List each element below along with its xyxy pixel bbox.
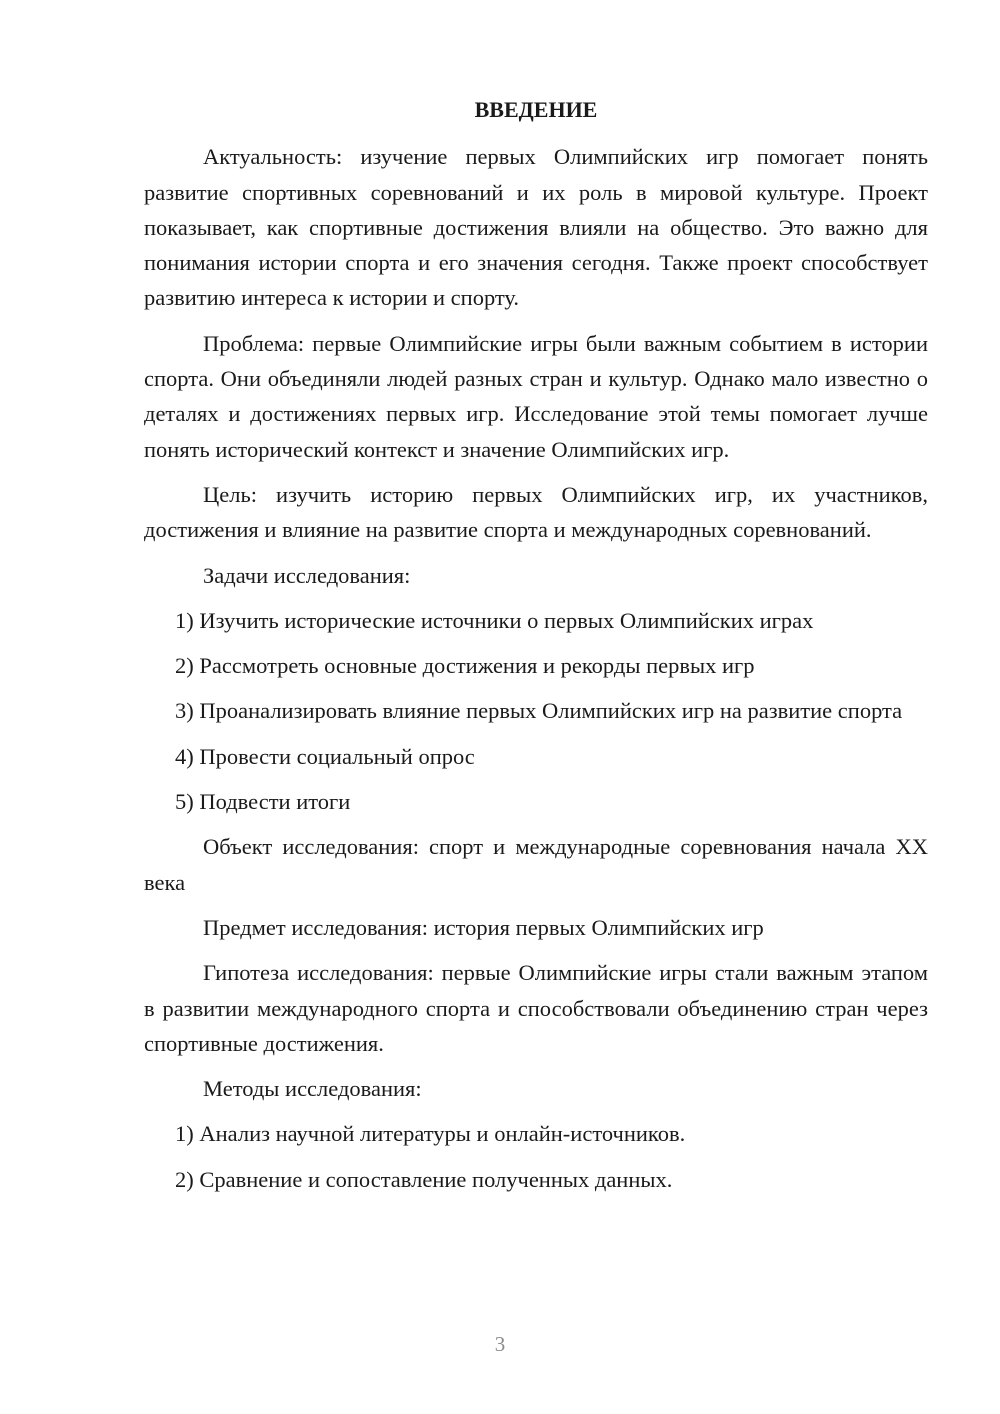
task-item-2: 2) Рассмотреть основные достижения и рекорды первых игр xyxy=(175,653,755,679)
page-number: 3 xyxy=(494,1332,506,1356)
paragraph-subject: Предмет исследования: история первых Олимпийских игр xyxy=(203,914,764,940)
task-item-4: 4) Провести социальный опрос xyxy=(175,743,475,769)
paragraph-object: Объект исследования: спорт и международные соревнования начала XX века xyxy=(144,834,928,895)
paragraph-relevance: Актуальность: изучение первых Олимпийских игр помогает понять развитие спортивных соревнований и их роль в мировой культуре. Проект показывает, как спортивные достижения влияли на общество. Это важно для понимания истории спорта и его значения сегодня. Также проект способствует развитию интереса к истории и спорту. xyxy=(144,144,928,311)
paragraph-goal: Цель: изучить историю первых Олимпийских игр, их участников, достижения и влияние на развитие спорта и международных соревнований. xyxy=(144,481,928,543)
paragraph-problem: Проблема: первые Олимпийские игры были важным событием в истории спорта. Они объединяли людей разных стран и культур. Однако мало известно о деталях и достижениях первых игр. Исследование этой темы помогает лучше понять исторический контекст и значение Олимпийских игр. xyxy=(144,330,928,462)
task-item-5: 5) Подвести итоги xyxy=(175,789,351,815)
method-item-1: 1) Анализ научной литературы и онлайн-источников. xyxy=(175,1121,686,1147)
task-item-3: 3) Проанализировать влияние первых Олимпийских игр на развитие спорта xyxy=(175,698,903,724)
task-item-1: 1) Изучить исторические источники о первых Олимпийских играх xyxy=(175,607,814,633)
method-item-2: 2) Сравнение и сопоставление полученных данных. xyxy=(175,1166,673,1192)
document-page xyxy=(144,92,928,1207)
page-title: ВВЕДЕНИЕ xyxy=(474,97,598,122)
paragraph-hypothesis: Гипотеза исследования: первые Олимпийские игры стали важным этапом в развитии международного спорта и способствовали объединению стран через спортивные достижения. xyxy=(144,960,928,1056)
methods-heading: Методы исследования: xyxy=(203,1076,422,1102)
tasks-heading: Задачи исследования: xyxy=(203,562,411,588)
